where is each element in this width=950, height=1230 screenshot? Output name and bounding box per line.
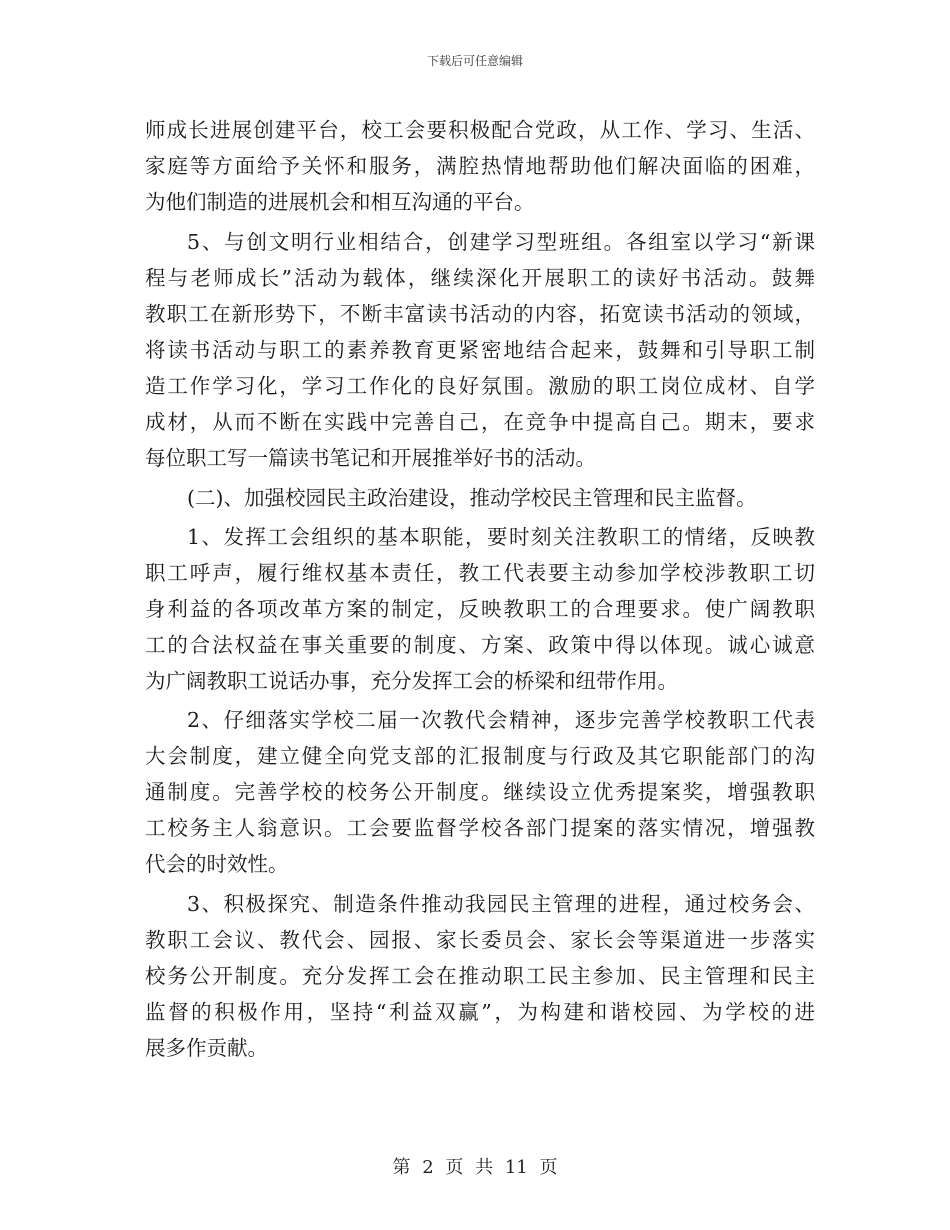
text-line: 家庭等方面给予关怀和服务，满腔热情地帮助他们解决面临的困难，	[145, 154, 815, 178]
text-line: 为他们制造的进展机会和相互沟通的平台。	[145, 190, 535, 214]
text-line: 将读书活动与职工的素养教育更紧密地结合起来，鼓舞和引导职工制	[145, 338, 815, 362]
text-line: 5、与创文明行业相结合，创建学习型班组。各组室以学习“新课	[187, 230, 815, 254]
text-line: 3、积极探究、制造条件推动我园民主管理的进程，通过校务会、	[187, 892, 815, 916]
text-line: 大会制度，建立健全向党支部的汇报制度与行政及其它职能部门的沟	[145, 744, 815, 768]
text-line: 2、仔细落实学校二届一次教代会精神，逐步完善学校教职工代表	[187, 708, 815, 732]
text-line: 工校务主人翁意识。工会要监督学校各部门提案的落实情况，增强教	[145, 816, 815, 840]
text-line: 教职工会议、教代会、园报、家长委员会、家长会等渠道进一步落实	[145, 928, 815, 952]
text-line: 监督的积极作用，坚持“利益双赢”，为构建和谐校园、为学校的进	[145, 1000, 815, 1024]
text-line: 成材，从而不断在实践中完善自己，在竞争中提高自己。期末，要求	[145, 410, 815, 434]
page-header: 下载后可任意编辑	[426, 54, 523, 68]
text-line: 代会的时效性。	[145, 852, 289, 876]
page-number: 第 2 页 共 11 页	[392, 1157, 558, 1178]
text-line: 每位职工写一篇读书笔记和开展推举好书的活动。	[145, 446, 596, 470]
text-line: 职工呼声，履行维权基本责任，教工代表要主动参加学校涉教职工切	[145, 561, 815, 585]
text-line: 通制度。完善学校的校务公开制度。继续设立优秀提案奖，增强教职	[145, 780, 815, 804]
text-line: 程与老师成长”活动为载体，继续深化开展职工的读好书活动。鼓舞	[145, 266, 815, 290]
text-line: 校务公开制度。充分发挥工会在推动职工民主参加、民主管理和民主	[145, 964, 815, 988]
text-line: 身利益的各项改革方案的制定，反映教职工的合理要求。使广阔教职	[145, 597, 815, 621]
text-line: 展多作贡献。	[145, 1036, 268, 1060]
text-line: 1、发挥工会组织的基本职能，要时刻关注教职工的情绪，反映教	[187, 525, 815, 549]
section-heading: (二)、加强校园民主政治建设，推动学校民主管理和民主监督。	[187, 486, 757, 510]
text-line: 教职工在新形势下，不断丰富读书活动的内容，拓宽读书活动的领域，	[145, 302, 815, 326]
text-line: 师成长进展创建平台，校工会要积极配合党政，从工作、学习、生活、	[145, 118, 815, 142]
text-line: 为广阔教职工说话办事，充分发挥工会的桥梁和纽带作用。	[145, 669, 678, 693]
text-line: 工的合法权益在事关重要的制度、方案、政策中得以体现。诚心诚意	[145, 633, 815, 657]
text-line: 造工作学习化，学习工作化的良好氛围。激励的职工岗位成材、自学	[145, 374, 815, 398]
